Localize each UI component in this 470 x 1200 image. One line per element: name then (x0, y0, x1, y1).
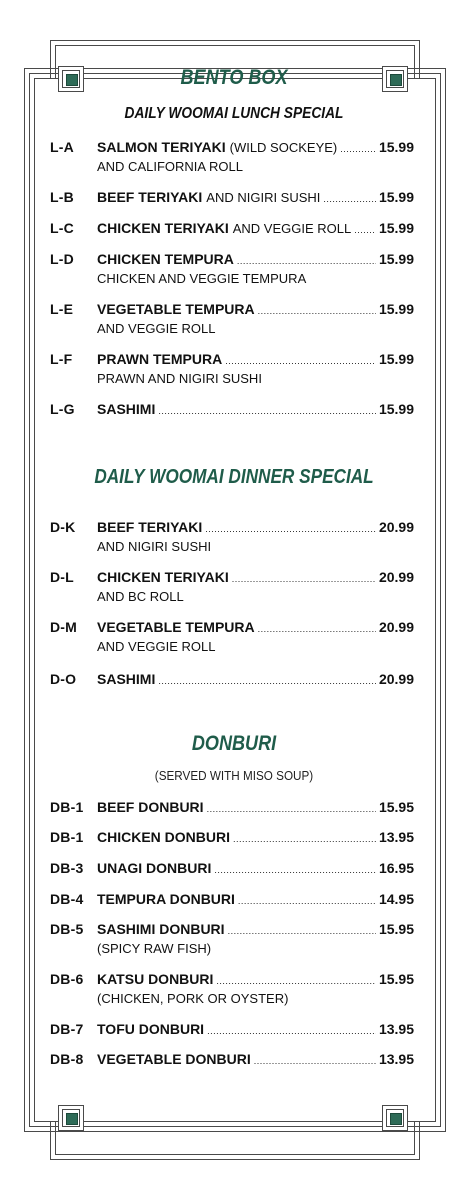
dot-leader (354, 219, 376, 239)
item-price: 15.99 (378, 189, 414, 205)
section-subtitle-lunch: DAILY WOOMAI LUNCH SPECIAL (124, 105, 344, 122)
item-code: DB-4 (50, 891, 84, 907)
item-code: DB-1 (50, 829, 84, 845)
item-name: PRAWN TEMPURA (97, 351, 223, 367)
menu-item (50, 1020, 414, 1040)
item-name: BEEF TERIYAKI (97, 519, 203, 535)
dot-leader (258, 300, 376, 320)
item-description: (CHICKEN, PORK OR OYSTER) (97, 991, 289, 1006)
item-code: L-G (50, 401, 75, 417)
item-price: 13.95 (378, 829, 414, 845)
item-description: AND CALIFORNIA ROLL (97, 159, 243, 174)
item-price: 13.95 (378, 1051, 414, 1067)
dot-leader (258, 618, 376, 638)
menu-item (50, 400, 414, 420)
item-price: 13.95 (378, 1021, 414, 1037)
dot-leader (340, 138, 376, 158)
item-extra: AND NIGIRI SUSHI (206, 190, 321, 205)
menu-item (50, 828, 414, 848)
item-name: BEEF DONBURI (97, 799, 204, 815)
menu-item (50, 350, 414, 387)
item-description: AND VEGGIE ROLL (97, 639, 216, 654)
item-code: DB-7 (50, 1021, 84, 1037)
item-name: BEEF TERIYAKI (97, 189, 203, 205)
section-title-dinner: DAILY WOOMAI DINNER SPECIAL (94, 466, 374, 488)
corner-ornament-icon (58, 1105, 84, 1131)
dot-leader (254, 1050, 376, 1070)
menu-item (50, 219, 414, 239)
item-name: VEGETABLE TEMPURA (97, 301, 255, 317)
item-extra: (WILD SOCKEYE) (229, 140, 338, 155)
item-name: TEMPURA DONBURI (97, 891, 235, 907)
item-price: 15.99 (378, 401, 414, 417)
item-price: 15.99 (378, 139, 414, 155)
item-price: 20.99 (378, 569, 414, 585)
item-name: CHICKEN DONBURI (97, 829, 230, 845)
item-price: 20.99 (378, 671, 414, 687)
item-description: CHICKEN AND VEGGIE TEMPURA (97, 271, 307, 286)
dot-leader (207, 798, 376, 818)
item-description: PRAWN AND NIGIRI SUSHI (97, 371, 262, 386)
menu-item (50, 568, 414, 605)
menu-item (50, 518, 414, 555)
item-name: KATSU DONBURI (97, 971, 214, 987)
item-description: AND BC ROLL (97, 589, 184, 604)
corner-ornament-icon (382, 1105, 408, 1131)
item-description: AND VEGGIE ROLL (97, 321, 216, 336)
menu-item (50, 920, 414, 957)
item-code: D-M (50, 619, 78, 635)
menu-item (50, 670, 414, 690)
dot-leader (237, 250, 376, 270)
item-price: 15.99 (378, 251, 414, 267)
menu-item (50, 1050, 414, 1070)
item-price: 15.95 (378, 921, 414, 937)
item-code: DB-6 (50, 971, 84, 987)
section-title-donburi: DONBURI (191, 732, 277, 755)
item-code: D-L (50, 569, 74, 585)
item-extra: AND VEGGIE ROLL (232, 221, 352, 236)
dot-leader (225, 350, 376, 370)
item-price: 20.99 (378, 619, 414, 635)
item-code: DB-8 (50, 1051, 84, 1067)
dot-leader (158, 400, 376, 420)
item-name: CHICKEN TERIYAKI (97, 220, 229, 236)
menu-item (50, 618, 414, 655)
item-code: D-O (50, 671, 77, 687)
item-code: L-A (50, 139, 74, 155)
item-code: L-B (50, 189, 74, 205)
dot-leader (158, 670, 376, 690)
item-name: CHICKEN TEMPURA (97, 251, 234, 267)
item-code: L-F (50, 351, 73, 367)
dot-leader (214, 859, 376, 879)
dot-leader (216, 970, 376, 990)
menu-item (50, 300, 414, 337)
dot-leader (207, 1020, 376, 1040)
section-title-bento: BENTO BOX (180, 66, 288, 89)
dot-leader (228, 920, 376, 940)
menu-item (50, 798, 414, 818)
menu-item (50, 188, 414, 208)
item-code: L-E (50, 301, 74, 317)
dot-leader (232, 568, 376, 588)
item-code: L-D (50, 251, 74, 267)
item-name: SALMON TERIYAKI (97, 139, 226, 155)
item-name: TOFU DONBURI (97, 1021, 205, 1037)
menu-item (50, 138, 414, 175)
item-name: UNAGI DONBURI (97, 860, 212, 876)
menu-item (50, 250, 414, 287)
item-code: DB-5 (50, 921, 84, 937)
menu-item (50, 970, 414, 1007)
menu-item (50, 859, 414, 879)
item-price: 14.95 (378, 891, 414, 907)
item-price: 20.99 (378, 519, 414, 535)
menu-item (50, 890, 414, 910)
item-name: VEGETABLE TEMPURA (97, 619, 255, 635)
item-price: 15.99 (378, 220, 414, 236)
item-code: L-C (50, 220, 74, 236)
item-name: SASHIMI (97, 401, 156, 417)
item-price: 15.99 (378, 351, 414, 367)
item-code: DB-3 (50, 860, 84, 876)
dot-leader (238, 890, 376, 910)
item-name: CHICKEN TERIYAKI (97, 569, 229, 585)
item-name: SASHIMI (97, 671, 156, 687)
item-name: SASHIMI DONBURI (97, 921, 225, 937)
item-price: 16.95 (378, 860, 414, 876)
dot-leader (205, 518, 376, 538)
item-price: 15.99 (378, 301, 414, 317)
section-note: (SERVED WITH MISO SOUP) (154, 768, 314, 783)
item-code: D-K (50, 519, 76, 535)
item-price: 15.95 (378, 799, 414, 815)
dot-leader (233, 828, 376, 848)
item-name: VEGETABLE DONBURI (97, 1051, 251, 1067)
item-price: 15.95 (378, 971, 414, 987)
dot-leader (323, 188, 376, 208)
item-description: (SPICY RAW FISH) (97, 941, 212, 956)
item-code: DB-1 (50, 799, 84, 815)
item-description: AND NIGIRI SUSHI (97, 539, 212, 554)
